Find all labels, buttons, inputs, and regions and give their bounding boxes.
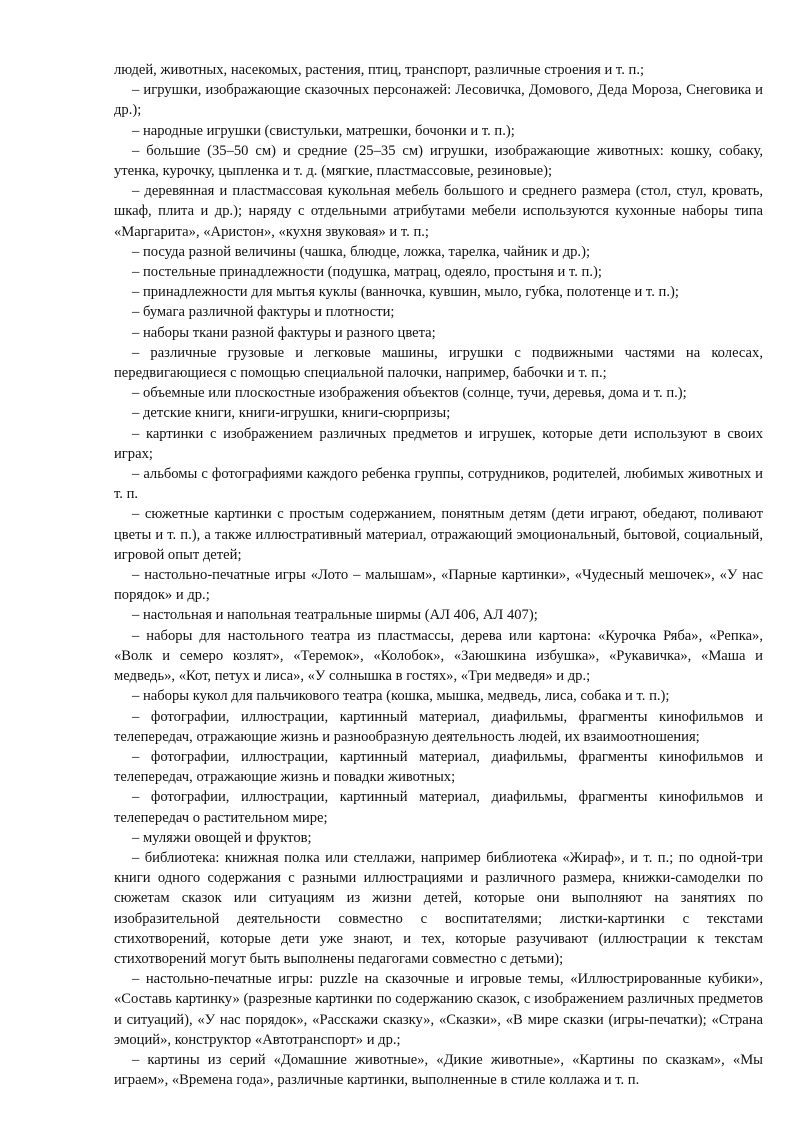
list-item-dummies: – муляжи овощей и фруктов;: [132, 829, 312, 846]
list-item-story-pictures: – сюжетные картинки с простым содержанием, понятным детям (дети играют, обедают, поливают цветы и т. п.), а также иллюстративный материал, отражающий эмоциональный, бытовой, социальный, игровой опыт детей;: [114, 506, 763, 563]
list-item-puzzle-games: – настольно-печатные игры: puzzle на сказочные и игровые темы, «Иллюстрированные кубики», «Составь картинку» (разрезные картинки по содержанию сказок, с изображением различных предметов и ситуаций), «У нас порядок», «Расскажи сказку», «Сказки», «В мире сказки (игры-печатки); «Страна эмоций», конструктор «Автотранспорт» и др.;: [114, 971, 763, 1048]
list-item-library: – библиотека: книжная полка или стеллажи, например библиотека «Жираф», и т. п.; по одной-три книги одного содержания с разными иллюстрациями и различного размера, книжки-самоделки по сюжетам сказок или ситуациям из жизни детей, которые они выполняют на занятиях по изобразительной деятельности совместно с воспитателями; листки-картинки с текстами стихотворений, которые дети уже знают, и тех, которые разучивают (иллюстрации к текстам стихотворений могут быть выполнены педагогами совместно с детьми);: [114, 849, 763, 967]
list-item-photos-plants: – фотографии, иллюстрации, картинный материал, диафильмы, фрагменты кинофильмов и телепередач о растительном мире;: [114, 789, 763, 826]
list-item-finger-puppets: – наборы кукол для пальчикового театра (кошка, мышка, медведь, лиса, собака и т. п.);: [132, 688, 670, 705]
list-item-fairy-toys: – игрушки, изображающие сказочных персонажей: Лесовичка, Домового, Деда Мороза, Снеговика и др.);: [114, 82, 763, 119]
list-item-dishes: – посуда разной величины (чашка, блюдце, ложка, тарелка, чайник и др.);: [132, 243, 590, 260]
list-item-animal-toys: – большие (35–50 см) и средние (25–35 см) игрушки, изображающие животных: кошку, собаку, утенка, курочку, цыпленка и т. д. (мягкие, пластмассовые, резиновые);: [114, 142, 763, 180]
document-page: [114, 60, 763, 1090]
list-item-pictures: – картинки с изображением различных предметов и игрушек, которые дети используют в своих играх;: [114, 425, 763, 462]
list-item-bedding: – постельные принадлежности (подушка, матрац, одеяло, простыня и т. п.);: [132, 264, 602, 281]
list-item-photos-animals: – фотографии, иллюстрации, картинный материал, диафильмы, фрагменты кинофильмов и телепередач, отражающие жизнь и повадки животных;: [114, 748, 763, 786]
list-item-cars: – различные грузовые и легковые машины, игрушки с подвижными частями на колесах, передвигающиеся с помощью специальной палочки, например, бабочки и т. п.;: [114, 344, 763, 382]
list-item-children-books: – детские книги, книги-игрушки, книги-сюрпризы;: [132, 405, 451, 422]
list-item-fabric: – наборы ткани разной фактуры и разного цвета;: [132, 324, 436, 341]
list-item-board-games: – настольно-печатные игры «Лото – малышам», «Парные картинки», «Чудесный мешочек», «У нас порядок» и др.;: [114, 567, 763, 604]
list-item-picture-series: – картины из серий «Домашние животные», «Дикие животные», «Картины по сказкам», «Мы играем», «Времена года», различные картинки, выполненные в стиле коллажа и т. п.: [114, 1051, 763, 1089]
paragraph-continuation: людей, животных, насекомых, растения, птиц, транспорт, различные строения и т. п.;: [114, 62, 645, 78]
list-item-folk-toys: – народные игрушки (свистульки, матрешки, бочонки и т. п.);: [132, 122, 515, 139]
list-item-table-theater: – наборы для настольного театра из пластмассы, дерева или картона: «Курочка Ряба», «Репка», «Волк и семеро козлят», «Теремок», «Колобок», «Заюшкина избушка», «Рукавичка», «Маша и медведь», «Кот, петух и лиса», «У солнышка в гостях», «Три медведя» и др.;: [114, 627, 763, 685]
list-item-doll-furniture: – деревянная и пластмассовая кукольная мебель большого и среднего размера (стол, стул, кровать, шкаф, плита и др.); наряду с отдельными атрибутами мебели используются кухонные наборы типа «Маргарита», «Аристон», «кухня звуковая» и т. п.;: [114, 183, 763, 240]
list-item-paper: – бумага различной фактуры и плотности;: [132, 304, 395, 321]
list-item-photos-people: – фотографии, иллюстрации, картинный материал, диафильмы, фрагменты кинофильмов и телепередач, отражающие жизнь и разнообразную деятельность людей, их взаимоотношения;: [114, 708, 763, 745]
list-item-theater-screens: – настольная и напольная театральные ширмы (АЛ 406, АЛ 407);: [132, 607, 538, 624]
list-item-doll-washing: – принадлежности для мытья куклы (ванночка, кувшин, мыло, губка, полотенце и т. п.);: [132, 284, 679, 301]
list-item-photo-albums: – альбомы с фотографиями каждого ребенка группы, сотрудников, родителей, любимых животных и т. п.: [114, 466, 763, 503]
list-item-object-images: – объемные или плоскостные изображения объектов (солнце, тучи, деревья, дома и т. п.);: [132, 385, 687, 402]
